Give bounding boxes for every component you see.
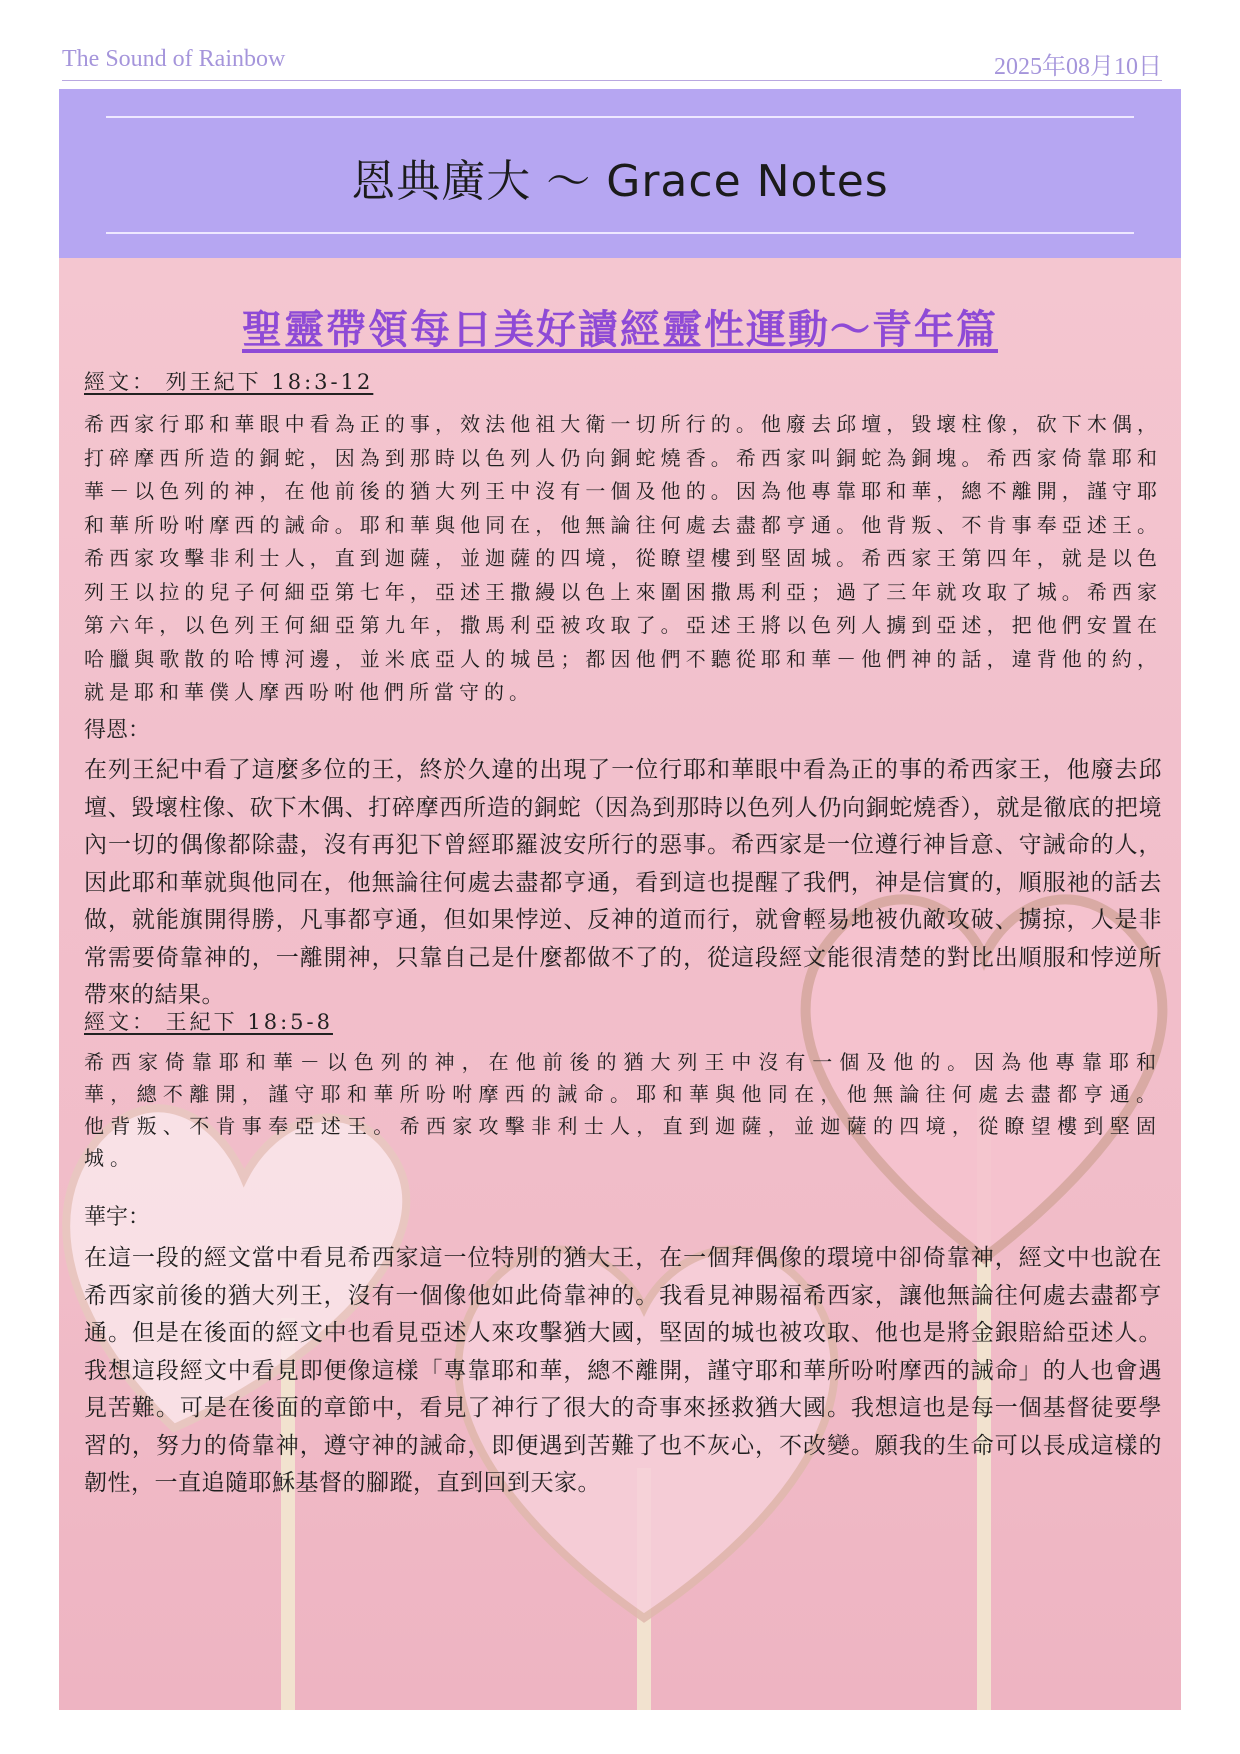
scripture-reference-2: 經文： 王紀下 18:5-8 [84,1010,333,1034]
publication-name: The Sound of Rainbow [62,46,286,72]
publication-date: 2025年08月10日 [994,54,1162,80]
scripture-text-2: 希西家倚靠耶和華－以色列的神，在他前後的猶大列王中沒有一個及他的。因為他專靠耶和華，總不離開，謹守耶和華所吩咐摩西的誡命。耶和華與他同在，他無論往何處去盡都亨通。他背叛、不肯事奉亞述王。希西家攻擊非利士人，直到迦薩，並迦薩的四境，從瞭望樓到堅固城。 [84,1050,1162,1170]
content-panel [59,258,1181,1710]
page-header [62,40,1162,81]
grace-label: 得恩： [84,718,151,743]
grace-text: 在列王紀中看了這麼多位的王，終於久違的出現了一位行耶和華眼中看為正的事的希西家王，他廢去邱壇、毀壞柱像、砍下木偶、打碎摩西所造的銅蛇（因為到那時以色列人仍向銅蛇燒香），就是徹底的把境內一切的偶像都除盡，沒有再犯下曾經耶羅波安所行的惡事。希西家是一位遵行神旨意、守誡命的人，因此耶和華就與他同在，他無論往何處去盡都亨通，看到這也提醒了我們，神是信實的，順服祂的話去做，就能旗開得勝，凡事都亨通，但如果悖逆、反神的道而行，就會輕易地被仇敵攻破、擄掠，人是非常需要倚靠神的，一離開神，只靠自己是什麼都做不了的，從這段經文能很清楚的對比出順服和悖逆所帶來的結果。 [84,757,1162,1008]
author-reflection-text: 在這一段的經文當中看見希西家這一位特別的猶大王，在一個拜偶像的環境中卻倚靠神，經文中也說在希西家前後的猶大列王，沒有一個像他如此倚靠神的。我看見神賜福希西家，讓他無論往何處去盡都亨通。但是在後面的經文中也看見亞述人來攻擊猶大國，堅固的城也被攻取、他也是將金銀賠給亞述人。我想這段經文中看見即便像這樣「專靠耶和華，總不離開，謹守耶和華所吩咐摩西的誡命」的人也會遇見苦難。可是在後面的章節中，看見了神行了很大的奇事來拯救猶大國。我想這也是每一個基督徒要學習的，努力的倚靠神，遵守神的誡命，即便遇到苦難了也不灰心，不改變。願我的生命可以長成這樣的韌性，一直追隨耶穌基督的腳蹤，直到回到天家。 [84,1245,1162,1496]
scripture-reference-1: 經文： 列王紀下 18:3-12 [84,370,374,394]
banner-rule-top [106,116,1134,118]
title-banner [59,89,1181,258]
banner-rule-bottom [106,232,1134,234]
article-subtitle: 聖靈帶領每日美好讀經靈性運動～青年篇 [242,307,998,353]
banner-title: 恩典廣大 ～ Grace Notes [351,156,889,207]
author-label: 華宇： [84,1205,151,1230]
scripture-text-1: 希西家行耶和華眼中看為正的事，效法他祖大衛一切所行的。他廢去邱壇，毀壞柱像，砍下木偶，打碎摩西所造的銅蛇，因為到那時以色列人仍向銅蛇燒香。希西家叫銅蛇為銅塊。希西家倚靠耶和華－以色列的神，在他前後的猶大列王中沒有一個及他的。因為他專靠耶和華，總不離開，謹守耶和華所吩咐摩西的誡命。耶和華與他同在，他無論往何處去盡都亨通。他背叛、不肯事奉亞述王。希西家攻擊非利士人，直到迦薩，並迦薩的四境，從瞭望樓到堅固城。希西家王第四年，就是以色列王以拉的兒子何細亞第七年，亞述王撒縵以色上來圍困撒馬利亞；過了三年就攻取了城。希西家第六年，以色列王何細亞第九年，撒馬利亞被攻取了。亞述王將以色列人擄到亞述，把他們安置在哈臘與歌散的哈博河邊，並米底亞人的城邑；都因他們不聽從耶和華－他們神的話，違背他的約，就是耶和華僕人摩西吩咐他們所當守的。 [84,412,1162,704]
